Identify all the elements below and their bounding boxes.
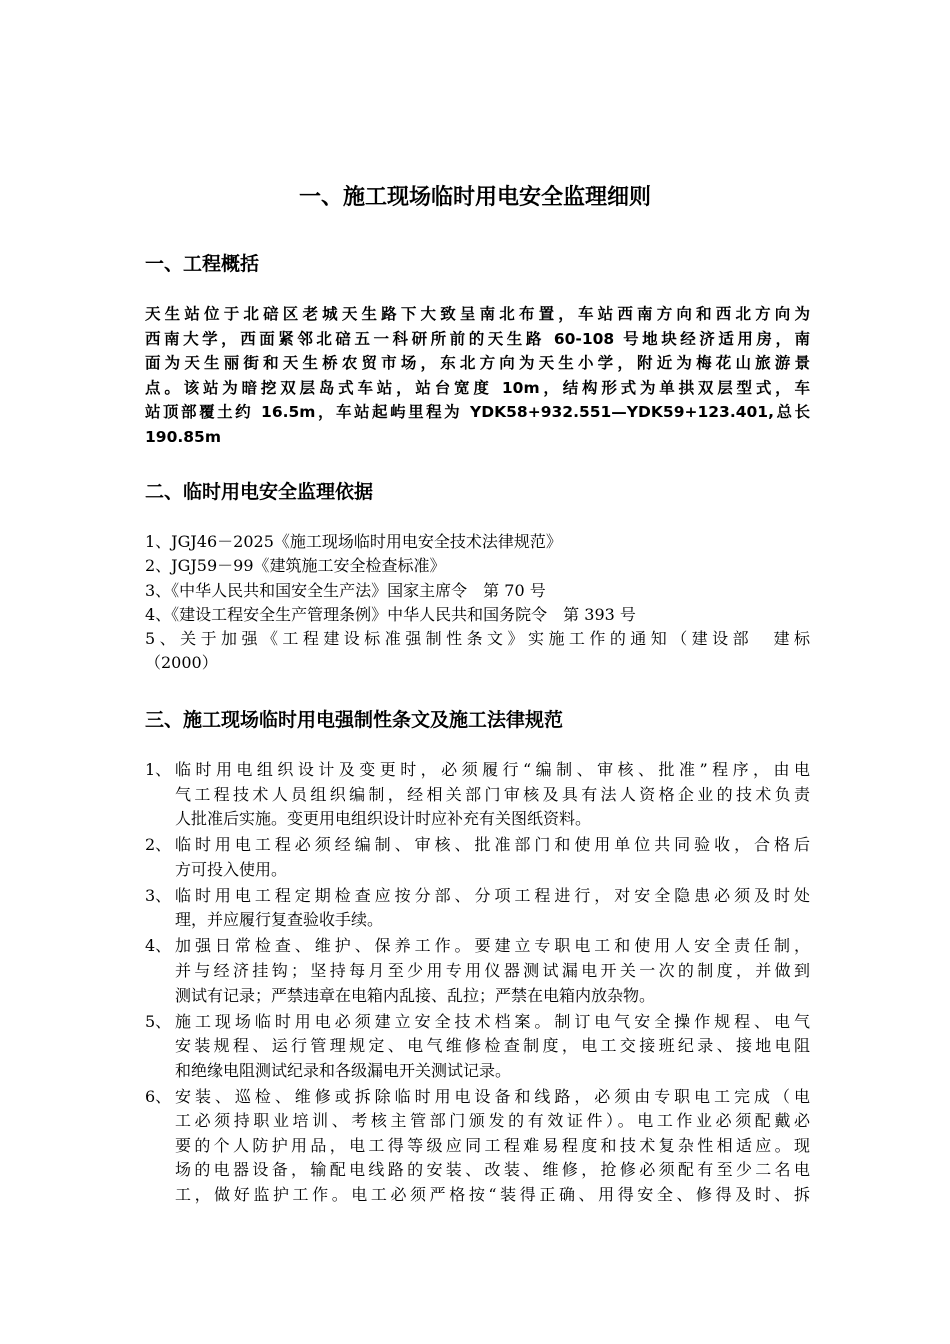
overview-paragraph	[145, 302, 810, 449]
provision-line: 场的电器设备，输配电线路的安装、改装、维修，抢修必须配有至少二名电	[175, 1160, 810, 1180]
provision-line: 要的个人防护用品，电工得等级应同工程难易程度和技术复杂性相适应。现	[175, 1135, 810, 1155]
provision-number: 4、	[145, 936, 172, 956]
provision-number: 2、	[145, 835, 172, 855]
provision-number: 1、	[145, 760, 172, 779]
overview-line: 面为天生丽街和天生桥农贸市场，东北方向为天生小学，附近为梅花山旅游景	[145, 354, 810, 372]
overview-line: 天生站位于北碚区老城天生路下大致呈南北布置，车站西南方向和西北方向为	[145, 305, 810, 323]
document-title: 一、施工现场临时用电安全监理细则	[298, 185, 651, 210]
reference-item: 4、《建设工程安全生产管理条例》中华人民共和国务院令 第 393 号	[145, 604, 636, 624]
reference-item: 3、《中华人民共和国安全生产法》国家主席令 第 70 号	[145, 580, 546, 600]
provision-line: 临时用电组织设计及变更时，必须履行“编制、审核、批准”程序，由电	[175, 760, 810, 779]
provision-line: 施工现场临时用电必须建立安全技术档案。制订电气安全操作规程、电气	[175, 1011, 810, 1031]
provision-item	[145, 833, 810, 882]
provision-line: 理，并应履行复查验收手续。	[175, 910, 384, 930]
provision-line: 临时用电工程定期检查应按分部、分项工程进行，对安全隐患必须及时处	[175, 885, 810, 905]
reference-item-continuation: （2000）	[145, 653, 218, 673]
section-heading-basis: 二、临时用电安全监理依据	[145, 481, 374, 503]
overview-line: 190.85m	[145, 427, 221, 446]
reference-item: 1、JGJ46－2025《施工现场临时用电安全技术法律规范》	[145, 532, 562, 551]
provision-line: 加强日常检查、维护、保养工作。要建立专职电工和使用人安全责任制，	[175, 936, 810, 956]
provision-line: 人批准后实施。变更用电组织设计时应补充有关图纸资料。	[175, 809, 592, 829]
provision-item	[145, 934, 810, 1008]
provision-list	[145, 758, 810, 1209]
provision-line: 工，做好监护工作。电工必须严格按“装得正确、用得安全、修得及时、拆	[175, 1185, 810, 1205]
provision-line: 并与经济挂钩；坚持每月至少用专用仪器测试漏电开关一次的制度，并做到	[175, 960, 810, 980]
provision-item	[145, 884, 810, 933]
section-heading-overview: 一、工程概括	[145, 253, 260, 275]
provision-number: 6、	[145, 1086, 172, 1106]
provision-number: 5、	[145, 1011, 172, 1031]
provision-line: 和绝缘电阻测试纪录和各级漏电开关测试记录。	[175, 1060, 512, 1080]
provision-number: 3、	[145, 885, 172, 905]
section-heading-mandatory-provisions: 三、施工现场临时用电强制性条文及施工法律规范	[145, 709, 564, 731]
overview-line: 站顶部覆土约 16.5m，车站起屿里程为 YDK58+932.551—YDK59+123.401,总长	[145, 403, 810, 421]
provision-line: 安装、巡检、维修或拆除临时用电设备和线路，必须由专职电工完成（电	[175, 1086, 810, 1106]
provision-line: 临时用电工程必须经编制、审核、批准部门和使用单位共同验收，合格后	[175, 835, 810, 855]
provision-item	[145, 1010, 810, 1084]
provision-line: 工必须持职业培训、考核主管部门颁发的有效证件）。电工作业必须配戴必	[175, 1111, 810, 1131]
provision-line: 方可投入使用。	[175, 859, 288, 879]
provision-item	[145, 1085, 810, 1208]
provision-item	[145, 758, 810, 832]
reference-item: 5、关于加强《工程建设标准强制性条文》实施工作的通知（建设部 建标	[145, 629, 810, 649]
reference-list	[145, 530, 810, 676]
overview-line: 西南大学，西面紧邻北碚五一科研所前的天生路 60-108 号地块经济适用房，南	[145, 329, 810, 348]
provision-line: 气工程技术人员组织编制，经相关部门审核及具有法人资格企业的技术负责	[175, 784, 810, 804]
overview-line: 点。该站为暗挖双层岛式车站，站台宽度 10m，结构形式为单拱双层型式，车	[145, 378, 810, 397]
provision-line: 安装规程、运行管理规定、电气维修检查制度，电工交接班纪录、接地电阻	[175, 1036, 810, 1056]
provision-line: 测试有记录；严禁违章在电箱内乱接、乱拉；严禁在电箱内放杂物。	[175, 985, 656, 1005]
reference-item: 2、JGJ59－99《建筑施工安全检查标准》	[145, 556, 446, 576]
